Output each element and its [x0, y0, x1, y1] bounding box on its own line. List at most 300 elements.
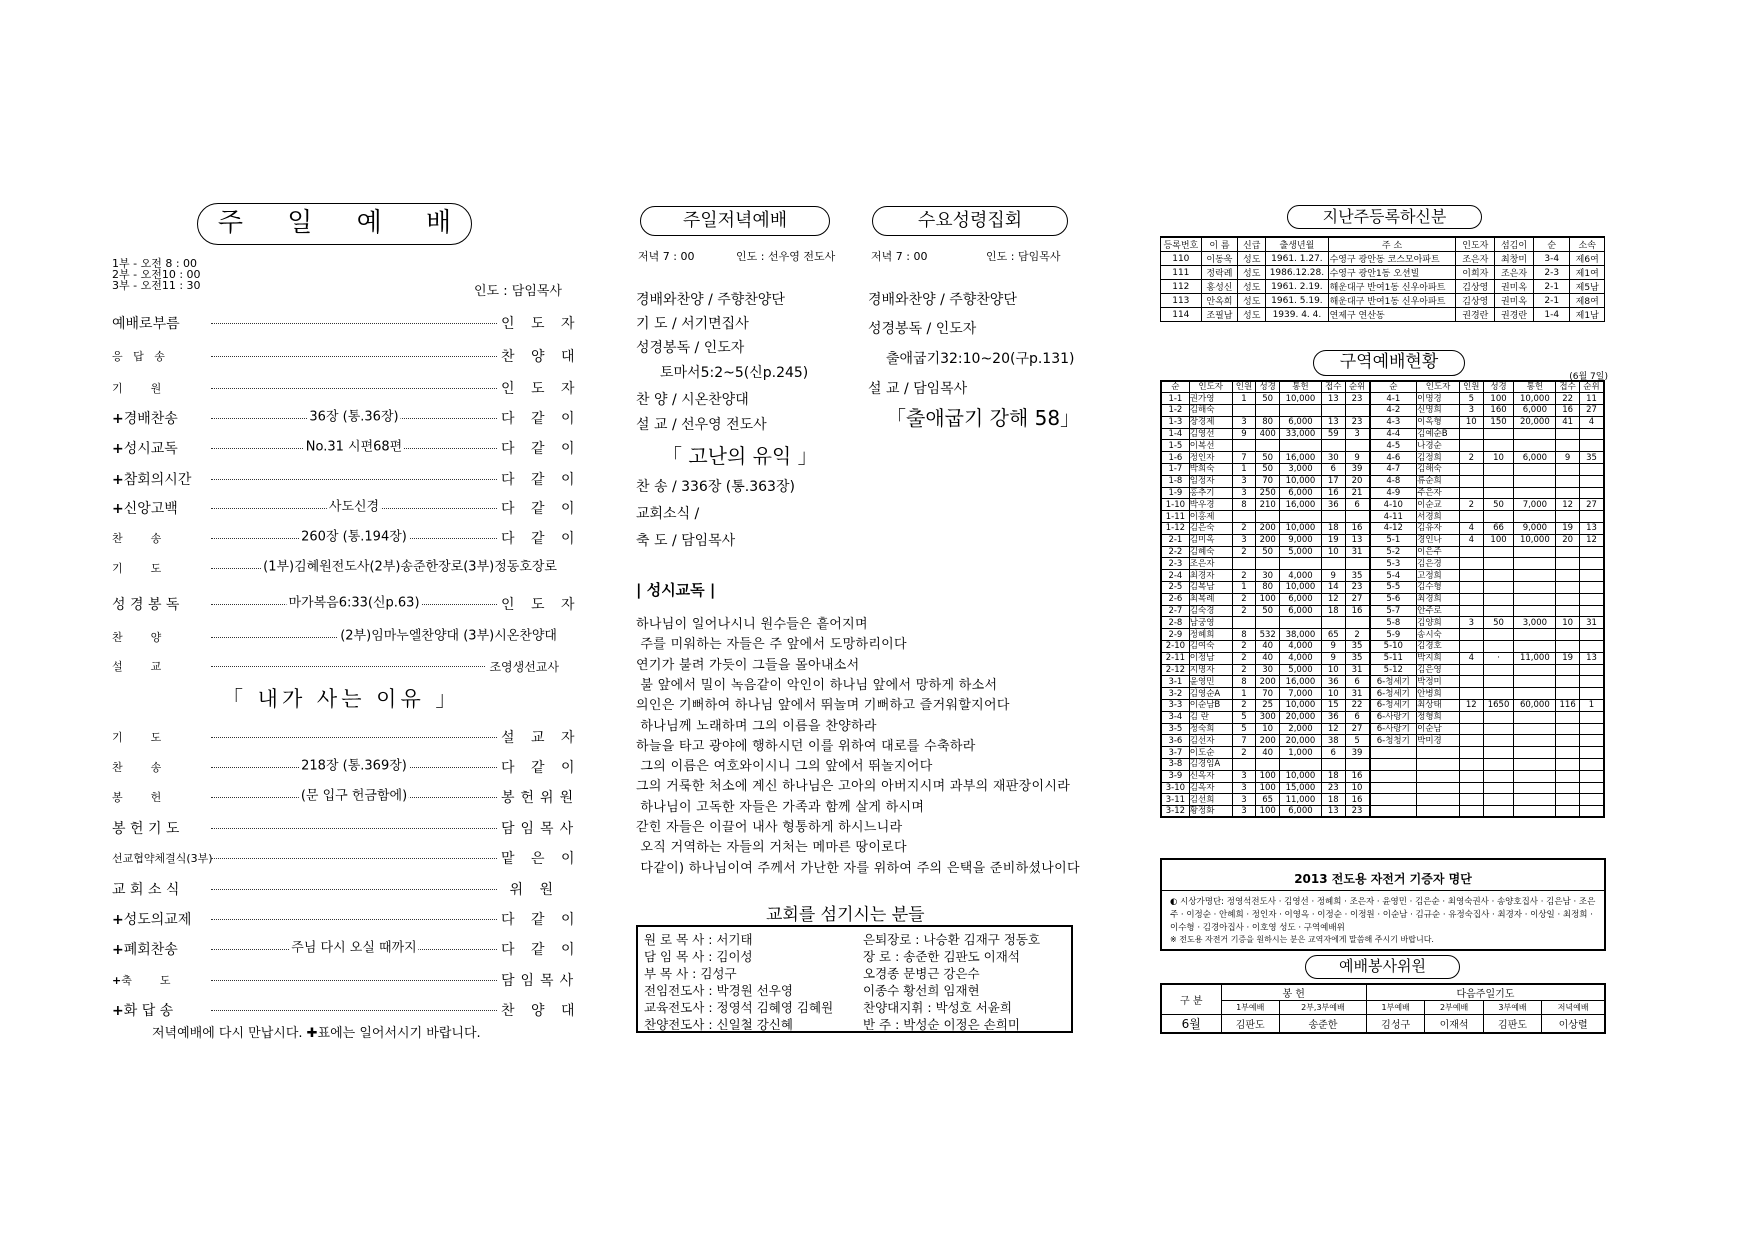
district-cell: 25: [1256, 700, 1280, 712]
district-cell: 19: [1321, 534, 1345, 546]
district-cell: [1514, 475, 1556, 487]
dot-leader: [211, 918, 497, 920]
district-cell: [1483, 641, 1514, 653]
district-cell: [1556, 770, 1580, 782]
order-item-person: 다 같 이: [501, 441, 581, 457]
staff-line: 전임전도사 : 박경원 선우영: [644, 983, 793, 998]
wednesday-sermon-title: 「출애굽기 강해 58」: [886, 406, 1081, 430]
district-cell: 5,000: [1280, 664, 1322, 676]
district-cell: [1459, 770, 1483, 782]
district-cell: 6-청세기: [1370, 688, 1417, 700]
order-item-label-text: 경배찬송: [123, 411, 178, 427]
district-cell: [1321, 405, 1345, 417]
district-cell: 18: [1321, 794, 1345, 806]
sunday-worship-title: 주 일 예 배: [197, 203, 472, 245]
district-cell: 27: [1345, 723, 1369, 735]
district-cell: 4-2: [1370, 405, 1417, 417]
registration-cell: 1961. 2.19.: [1266, 280, 1328, 294]
registration-header: 섬김이: [1495, 237, 1534, 252]
district-cell: 김혜숙: [1189, 546, 1232, 558]
district-cell: 40: [1256, 747, 1280, 759]
district-cell: [1514, 440, 1556, 452]
registration-cell: 제1남: [1570, 308, 1605, 322]
order-item-label: [112, 879, 207, 899]
order-item: [112, 493, 581, 523]
district-cell: 22: [1345, 700, 1369, 712]
evening-item: 성경봉독 / 인도자: [636, 340, 745, 356]
district-cell: 1-10: [1161, 499, 1189, 511]
district-cell: 6: [1321, 464, 1345, 476]
district-cell: [1483, 759, 1514, 771]
registration-cell: 제6여: [1570, 252, 1605, 266]
order-item-label-text: 화 답 송: [123, 1003, 174, 1019]
district-cell: 65: [1321, 629, 1345, 641]
duty-name: 김성구: [1366, 1015, 1424, 1034]
table-row: [1161, 723, 1604, 735]
district-cell: [1483, 511, 1514, 523]
district-cell: [1580, 475, 1605, 487]
district-cell: [1556, 570, 1580, 582]
district-cell: 10: [1459, 416, 1483, 428]
district-header: 인도자: [1417, 381, 1460, 393]
district-cell: 김해숙: [1189, 405, 1232, 417]
district-cell: [1556, 582, 1580, 594]
registration-cell: 연제구 연산동: [1328, 308, 1456, 322]
order-item-label-text: 축 도: [121, 974, 171, 987]
district-cell: 10: [1256, 723, 1280, 735]
reading-line: 하나님이 일어나시니 원수들은 흩어지며: [636, 617, 868, 632]
district-cell: [1483, 546, 1514, 558]
district-cell: [1459, 782, 1483, 794]
district-cell: 5: [1459, 393, 1483, 405]
district-cell: 30: [1256, 570, 1280, 582]
district-cell: 2-8: [1161, 617, 1189, 629]
district-cell: 1-4: [1161, 428, 1189, 440]
registration-cell: 성도: [1238, 252, 1266, 266]
district-cell: [1580, 664, 1605, 676]
reading-line: 그의 이름은 여호와이시니 그의 앞에서 뛰놀지어다: [636, 759, 933, 775]
registration-cell: 김상영: [1456, 294, 1495, 308]
district-cell: 2: [1345, 629, 1369, 641]
district-cell: [1580, 605, 1605, 617]
district-cell: 39: [1345, 747, 1369, 759]
registration-cell: 1986.12.28.: [1266, 266, 1328, 280]
district-cell: [1256, 617, 1280, 629]
district-cell: 2: [1232, 700, 1256, 712]
district-cell: 6-청세기: [1370, 700, 1417, 712]
district-cell: [1345, 617, 1369, 629]
district-cell: [1345, 405, 1369, 417]
district-cell: [1232, 617, 1256, 629]
sponsor-title: 2013 전도용 자전거 기증자 명단: [1294, 872, 1472, 886]
registration-cell: 해운대구 반여1동 신우아파트: [1328, 280, 1456, 294]
table-row: [1161, 794, 1604, 806]
district-cell: 황정화: [1189, 806, 1232, 818]
district-cell: [1580, 629, 1605, 641]
order-item-label: [112, 380, 207, 396]
duty-subheader: 2부예배: [1425, 1001, 1483, 1015]
district-cell: [1580, 464, 1605, 476]
district-cell: 23: [1345, 393, 1369, 405]
district-cell: [1370, 806, 1417, 818]
order-item: [112, 589, 581, 619]
district-cell: 2: [1232, 664, 1256, 676]
district-cell: [1345, 440, 1369, 452]
order-item: [112, 373, 581, 403]
registration-cell: 권경란: [1495, 308, 1534, 322]
district-cell: [1514, 629, 1556, 641]
reading-line: 의인은 기뻐하여 하나님 앞에서 뛰놀며 기뻐하고 즐거워할지어다: [636, 698, 1010, 714]
dot-leader: [211, 409, 497, 425]
district-cell: [1459, 735, 1483, 747]
sponsor-divider: [1162, 890, 1604, 891]
order-item-label: [112, 939, 207, 959]
district-cell: 2-1: [1161, 534, 1189, 546]
district-cell: 정숙희: [1189, 723, 1232, 735]
dot-leader: [211, 1009, 497, 1011]
district-cell: [1483, 629, 1514, 641]
district-cell: [1580, 558, 1605, 570]
district-cell: 홍추기: [1189, 487, 1232, 499]
order-item: [112, 813, 580, 843]
staff-line: 찬양대지휘 : 박성호 서윤희: [863, 1000, 1012, 1015]
district-cell: 15: [1321, 700, 1345, 712]
district-cell: 5-1: [1370, 534, 1417, 546]
district-cell: [1580, 723, 1605, 735]
district-cell: [1483, 770, 1514, 782]
district-cell: 정인자: [1189, 452, 1232, 464]
registration-cell: 최창미: [1495, 252, 1534, 266]
district-cell: [1483, 487, 1514, 499]
district-cell: [1580, 782, 1605, 794]
dot-leader: [211, 758, 497, 774]
district-cell: [1345, 558, 1369, 570]
dot-leader: [211, 355, 497, 357]
district-cell: [1514, 464, 1556, 476]
district-cell: 16,000: [1280, 452, 1322, 464]
order-item-label-text: 응 답 송: [112, 350, 165, 363]
wednesday-item: 설 교 / 담임목사: [868, 381, 968, 397]
district-cell: 23: [1345, 416, 1369, 428]
district-cell: 신옥자: [1189, 770, 1232, 782]
district-cell: 김해숙: [1417, 464, 1460, 476]
district-cell: [1556, 605, 1580, 617]
district-cell: [1514, 711, 1556, 723]
district-cell: [1483, 794, 1514, 806]
district-cell: [1514, 546, 1556, 558]
district-cell: 박정미: [1417, 676, 1460, 688]
order-item-label-text: 기 도: [112, 731, 162, 744]
order-item-person: 찬 양 대: [501, 349, 581, 365]
order-item-label-text: 기 원: [112, 382, 162, 395]
registration-cell: 114: [1161, 308, 1202, 322]
order-item-person: 다 같 이: [501, 912, 581, 928]
district-cell: 10: [1321, 546, 1345, 558]
district-cell: 12: [1580, 534, 1605, 546]
registration-cell: 성도: [1238, 308, 1266, 322]
district-cell: 최복례: [1189, 593, 1232, 605]
table-row: [1161, 558, 1604, 570]
registration-cell: 111: [1161, 266, 1202, 280]
district-cell: 10,000: [1280, 393, 1322, 405]
district-cell: 이순남: [1417, 723, 1460, 735]
stand-cross-icon: +: [112, 942, 124, 958]
evening-item: 토마서5:2~5(신p.245): [660, 365, 809, 381]
district-cell: [1556, 723, 1580, 735]
district-cell: 40: [1256, 641, 1280, 653]
order-item-person: 맡 은 이: [501, 851, 581, 867]
district-cell: [1514, 664, 1556, 676]
district-cell: ·: [1483, 652, 1514, 664]
district-cell: 2: [1232, 652, 1256, 664]
district-cell: [1556, 759, 1580, 771]
order-item: [112, 523, 581, 553]
table-row: [1161, 629, 1604, 641]
district-cell: 9: [1321, 570, 1345, 582]
district-cell: [1459, 794, 1483, 806]
district-cell: 2: [1232, 546, 1256, 558]
table-row: [1161, 405, 1604, 417]
district-cell: [1417, 806, 1460, 818]
table-row: [1161, 308, 1605, 322]
district-cell: 1-9: [1161, 487, 1189, 499]
district-cell: [1459, 629, 1483, 641]
duty-subheader: 2부,3부예배: [1279, 1001, 1366, 1015]
district-cell: [1280, 617, 1322, 629]
order-item-label: [112, 594, 207, 614]
district-cell: 2-2: [1161, 546, 1189, 558]
duty-prayer-header: 다음주일기도: [1366, 984, 1605, 1001]
order-item-label: [112, 498, 207, 518]
district-cell: [1232, 558, 1256, 570]
district-cell: [1321, 759, 1345, 771]
order-item-label-text: 성도의교제: [123, 912, 192, 928]
district-header: 성경: [1256, 381, 1280, 393]
district-cell: 200: [1256, 735, 1280, 747]
district-cell: 13: [1321, 393, 1345, 405]
district-cell: 1: [1232, 582, 1256, 594]
district-cell: [1483, 664, 1514, 676]
district-cell: [1580, 487, 1605, 499]
district-cell: 3-10: [1161, 782, 1189, 794]
order-item-label: [112, 909, 207, 929]
district-cell: 23: [1345, 582, 1369, 594]
district-cell: 김복남: [1189, 582, 1232, 594]
district-cell: 4-12: [1370, 523, 1417, 535]
table-row: [1161, 735, 1604, 747]
district-cell: 10,000: [1280, 475, 1322, 487]
district-cell: 이도순: [1189, 747, 1232, 759]
district-cell: [1256, 405, 1280, 417]
district-cell: [1459, 428, 1483, 440]
order-item-detail: 사도신경: [327, 496, 381, 515]
district-cell: 9: [1345, 452, 1369, 464]
district-cell: 5: [1232, 711, 1256, 723]
district-cell: 4-9: [1370, 487, 1417, 499]
district-cell: 2-10: [1161, 641, 1189, 653]
district-cell: 13: [1345, 534, 1369, 546]
district-cell: [1580, 570, 1605, 582]
order-item-label: [112, 438, 207, 458]
district-cell: 5-7: [1370, 605, 1417, 617]
district-cell: 16: [1556, 405, 1580, 417]
district-cell: [1280, 511, 1322, 523]
district-cell: [1459, 747, 1483, 759]
district-cell: 50: [1483, 617, 1514, 629]
evening-item: 설 교 / 선우영 전도사: [636, 417, 767, 433]
staff-line: 이종수 황선희 임재현: [863, 983, 980, 998]
district-cell: 10,000: [1280, 700, 1322, 712]
responsive-reading-heading: | 성시교독 |: [636, 581, 716, 599]
district-cell: 김경임A: [1189, 759, 1232, 771]
district-cell: [1370, 794, 1417, 806]
district-cell: 4-6: [1370, 452, 1417, 464]
district-cell: 3,000: [1280, 464, 1322, 476]
duty-offering-header: 봉 헌: [1221, 984, 1366, 1001]
district-cell: [1483, 676, 1514, 688]
order-item: [112, 341, 581, 371]
district-cell: 16: [1321, 487, 1345, 499]
district-cell: 100: [1256, 593, 1280, 605]
table-row: [1161, 416, 1604, 428]
order-item: [112, 782, 580, 812]
district-cell: 16,000: [1280, 676, 1322, 688]
district-cell: 4,000: [1280, 641, 1322, 653]
district-cell: 윤영민: [1189, 676, 1232, 688]
order-item-label: [112, 408, 207, 428]
district-cell: [1580, 546, 1605, 558]
stand-cross-icon: +: [112, 912, 124, 928]
table-row: [1161, 511, 1604, 523]
district-cell: 김미옥: [1189, 534, 1232, 546]
district-cell: 5-4: [1370, 570, 1417, 582]
district-cell: [1417, 770, 1460, 782]
district-cell: [1514, 487, 1556, 499]
district-cell: [1459, 511, 1483, 523]
district-cell: [1556, 593, 1580, 605]
district-cell: 66: [1483, 523, 1514, 535]
registration-cell: 홍성신: [1201, 280, 1238, 294]
district-cell: 김은영: [1417, 664, 1460, 676]
district-header: 접수: [1556, 381, 1580, 393]
registration-cell: 제8여: [1570, 294, 1605, 308]
district-cell: 5-12: [1370, 664, 1417, 676]
table-row: [1161, 617, 1604, 629]
order-item-label: [112, 818, 207, 838]
district-cell: 400: [1256, 428, 1280, 440]
district-cell: 23: [1345, 806, 1369, 818]
district-cell: 5-10: [1370, 641, 1417, 653]
district-cell: [1556, 440, 1580, 452]
district-cell: 200: [1256, 534, 1280, 546]
dot-leader: [211, 979, 497, 981]
district-cell: 3: [1232, 782, 1256, 794]
order-item: [112, 722, 581, 752]
order-item-person: 담임목사: [501, 821, 580, 837]
order-item-person: 설 교 자: [501, 730, 581, 746]
district-cell: 2-4: [1161, 570, 1189, 582]
district-cell: 이복선: [1189, 440, 1232, 452]
district-cell: 이옥형: [1417, 416, 1460, 428]
district-cell: 1-11: [1161, 511, 1189, 523]
duty-group-header: 구 분: [1161, 984, 1221, 1015]
table-row: [1161, 747, 1604, 759]
district-cell: [1321, 440, 1345, 452]
district-cell: 김유자: [1417, 523, 1460, 535]
district-cell: 5-3: [1370, 558, 1417, 570]
district-cell: [1514, 593, 1556, 605]
district-cell: 210: [1256, 499, 1280, 511]
district-cell: 36: [1321, 711, 1345, 723]
table-row: [1161, 759, 1604, 771]
dot-leader: [211, 628, 557, 644]
registration-cell: 2-1: [1533, 294, 1570, 308]
order-item: [112, 403, 581, 433]
district-cell: 50: [1483, 499, 1514, 511]
district-cell: 3: [1232, 475, 1256, 487]
registration-header: 출생년월: [1266, 237, 1328, 252]
order-item: [112, 874, 559, 904]
district-header: 접수: [1321, 381, 1345, 393]
district-cell: [1514, 428, 1556, 440]
dot-leader: [211, 559, 557, 575]
district-cell: [1580, 688, 1605, 700]
district-cell: 정혜희: [1189, 629, 1232, 641]
district-cell: [1556, 487, 1580, 499]
district-cell: 6-청세기: [1370, 676, 1417, 688]
district-cell: 80: [1256, 416, 1280, 428]
district-cell: [1514, 747, 1556, 759]
district-cell: 2: [1459, 452, 1483, 464]
reading-line: 오직 거역하는 자들의 거처는 메마른 땅이로다: [636, 840, 907, 856]
district-cell: 2-12: [1161, 664, 1189, 676]
registration-table: [1160, 236, 1605, 322]
district-cell: [1556, 629, 1580, 641]
table-row: [1161, 664, 1604, 676]
staff-line: 원 로 목 사 : 서기태: [644, 932, 753, 947]
order-item-label: [112, 348, 207, 364]
evening-item: 축 도 / 담임목사: [636, 533, 736, 549]
district-cell: 3,000: [1514, 617, 1556, 629]
district-cell: [1459, 664, 1483, 676]
district-cell: [1580, 593, 1605, 605]
registration-cell: 권미옥: [1495, 280, 1534, 294]
district-cell: 권가영: [1189, 393, 1232, 405]
district-cell: 50: [1256, 546, 1280, 558]
order-item-detail: 마가복음6:33(신p.63): [286, 592, 421, 611]
stand-cross-icon: +: [112, 501, 124, 517]
district-cell: 김은경: [1417, 558, 1460, 570]
registration-cell: 1939. 4. 4.: [1266, 308, 1328, 322]
registration-cell: 113: [1161, 294, 1202, 308]
district-cell: 100: [1483, 534, 1514, 546]
district-cell: [1459, 464, 1483, 476]
district-cell: [1514, 570, 1556, 582]
order-item-label-text: 성 경 봉 독: [112, 597, 180, 613]
district-cell: 남궁영: [1189, 617, 1232, 629]
registration-cell: 해운대구 반여1동 신우아파트: [1328, 294, 1456, 308]
district-table: [1160, 380, 1605, 818]
dot-leader: [211, 857, 497, 859]
district-cell: [1483, 782, 1514, 794]
service-time: 2부 - 오전10 : 00: [112, 268, 201, 281]
district-cell: 6-사랑기: [1370, 711, 1417, 723]
district-cell: 1: [1232, 464, 1256, 476]
duty-name: 김판도: [1483, 1015, 1541, 1034]
district-cell: 김옥자: [1189, 782, 1232, 794]
district-cell: [1483, 570, 1514, 582]
district-cell: 6,000: [1280, 806, 1322, 818]
